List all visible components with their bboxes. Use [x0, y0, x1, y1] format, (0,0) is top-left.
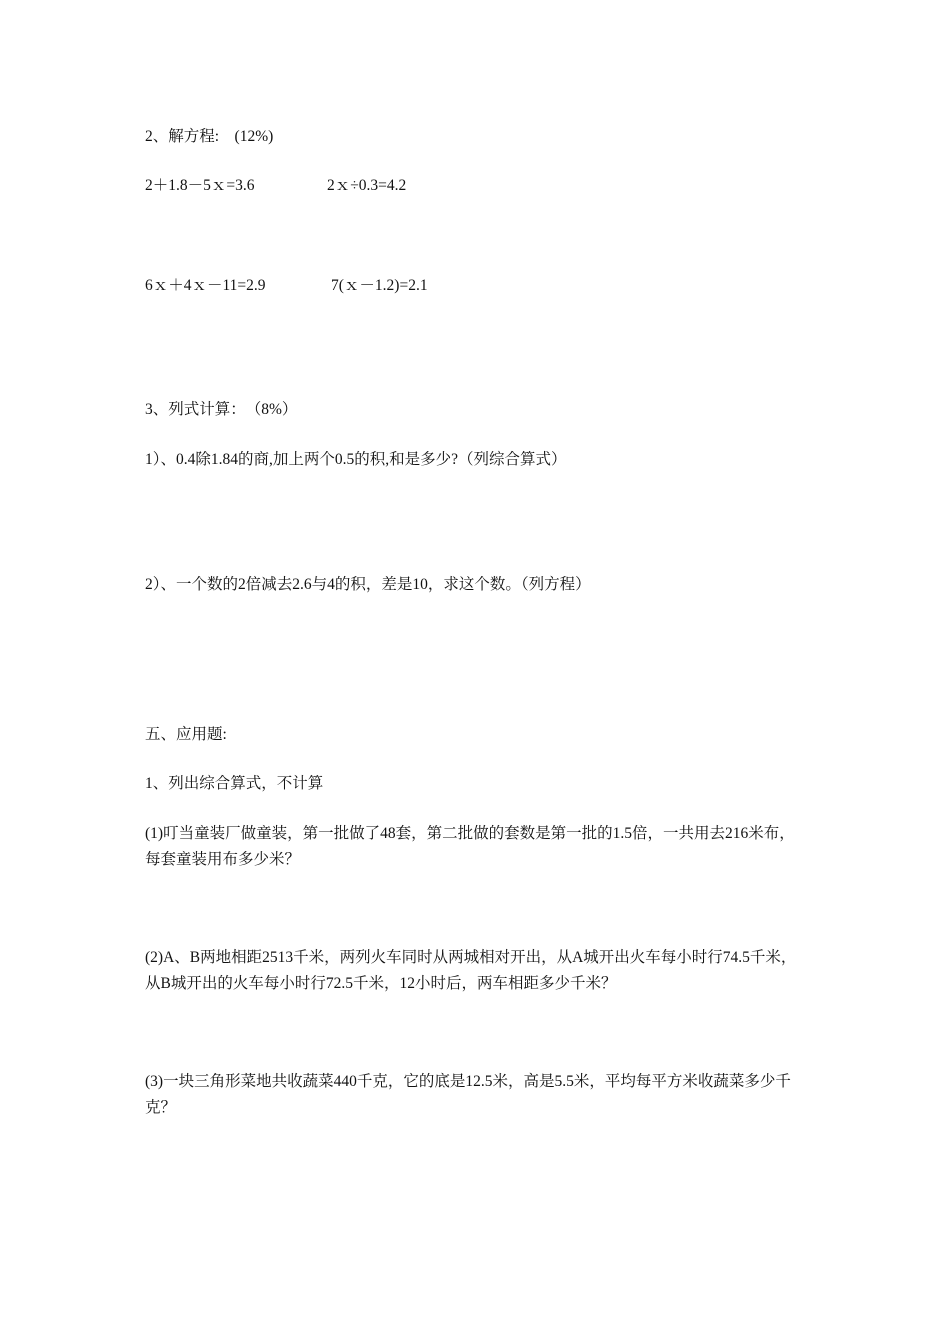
equation-4: 7(ｘ－1.2)=2.1: [331, 277, 428, 294]
section3-question-1: 1）、0.4除1.84的商,加上两个0.5的积,和是多少?（列综合算式）: [145, 451, 567, 468]
problem-3: (3)一块三角形菜地共收蔬菜440千克，它的底是12.5米，高是5.5米，平均每平方米收蔬菜多少千克？: [145, 1073, 791, 1116]
section5-subheading: 1、列出综合算式，不计算: [145, 775, 324, 792]
problem-1: (1)叮当童装厂做童装，第一批做了48套，第二批做的套数是第一批的1.5倍，一共用去216米布，每套童装用布多少米？: [145, 825, 795, 868]
section5-heading: 五、应用题:: [145, 726, 227, 743]
equation-1: 2＋1.8－5ｘ=3.6: [145, 177, 255, 194]
section3-question-2: 2）、一个数的2倍减去2.6与4的积，差是10，求这个数。（列方程）: [145, 576, 591, 593]
section3-heading: 3、列式计算： （8%）: [145, 401, 298, 418]
section2-heading: 2、解方程: (12%): [145, 128, 274, 145]
problem-2: (2)A、B两地相距2513千米，两列火车同时从两城相对开出，从A城开出火车每小时行74.5千米，从B城开出的火车每小时行72.5千米，12小时后，两车相距多少千米？: [145, 949, 797, 992]
equation-3: 6ｘ＋4ｘ－11=2.9: [145, 277, 266, 294]
equation-2: 2ｘ÷0.3=4.2: [327, 177, 407, 194]
